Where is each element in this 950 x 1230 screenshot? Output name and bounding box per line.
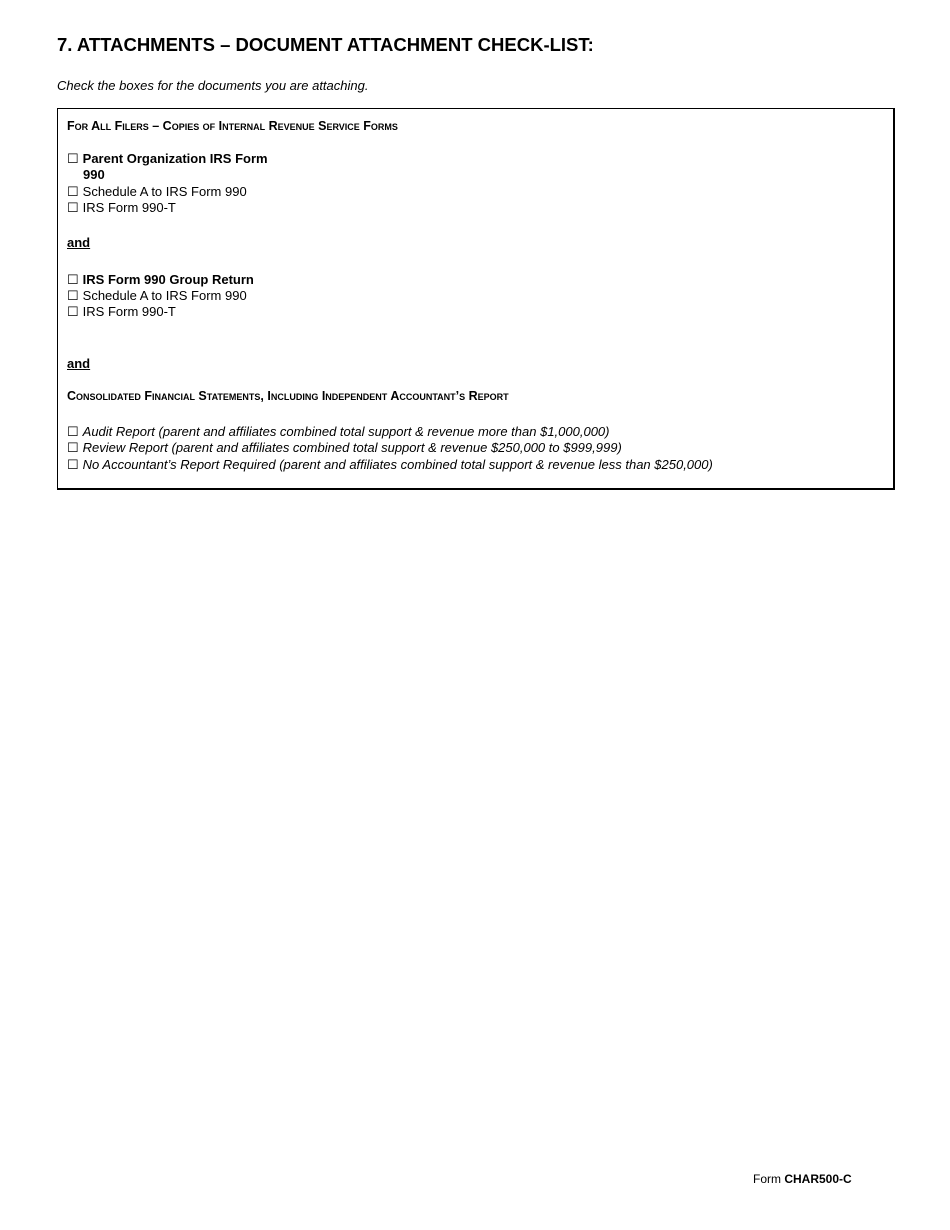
item-label: Audit Report (parent and affiliates combined total support & revenue more than $1,000,000) — [82, 424, 610, 439]
checkbox-icon[interactable]: ☐ — [67, 272, 79, 287]
checkbox-parent-990[interactable] — [67, 151, 268, 167]
item-label: Review Report (parent and affiliates combined total support & revenue $250,000 to $999,999) — [82, 440, 622, 455]
section-title: 7. ATTACHMENTS – DOCUMENT ATTACHMENT CHECK-LIST: — [57, 34, 594, 55]
form-footer — [753, 1172, 852, 1186]
checkbox-icon[interactable]: ☐ — [67, 304, 79, 319]
and-separator: and — [67, 235, 91, 250]
footer-prefix: Form — [753, 1172, 781, 1186]
item-label: No Accountant’s Report Required (parent and affiliates combined total support & revenue less than $250,000) — [82, 457, 713, 472]
and-separator: and — [67, 356, 91, 371]
section-header-irs-forms: For All Filers – Copies of Internal Revenue Service Forms — [67, 119, 398, 133]
checkbox-schedule-a-2[interactable] — [67, 288, 247, 304]
checkbox-review-report[interactable] — [67, 440, 622, 456]
instruction-text: Check the boxes for the documents you are attaching. — [57, 78, 369, 93]
checkbox-990t-1[interactable] — [67, 200, 176, 216]
checkbox-no-report[interactable] — [67, 457, 713, 473]
form-id: CHAR500-C — [784, 1172, 852, 1186]
item-label: Schedule A to IRS Form 990 — [82, 288, 247, 303]
item-label: IRS Form 990-T — [82, 200, 176, 215]
checkbox-icon[interactable]: ☐ — [67, 424, 79, 439]
section-header-financial-statements: Consolidated Financial Statements, Including Independent Accountant’s Report — [67, 389, 509, 403]
item-label: IRS Form 990-T — [82, 304, 176, 319]
checkbox-icon[interactable]: ☐ — [67, 288, 79, 303]
checkbox-icon[interactable]: ☐ — [67, 457, 79, 472]
checkbox-icon[interactable]: ☐ — [67, 184, 79, 199]
item-label: IRS Form 990 Group Return — [82, 272, 254, 287]
item-label-continued: 990 — [83, 167, 105, 182]
checkbox-group-return[interactable] — [67, 272, 254, 288]
item-label: Schedule A to IRS Form 990 — [82, 184, 247, 199]
checkbox-icon[interactable]: ☐ — [67, 200, 79, 215]
checkbox-icon[interactable]: ☐ — [67, 440, 79, 455]
checkbox-icon[interactable]: ☐ — [67, 151, 79, 166]
checkbox-990t-2[interactable] — [67, 304, 176, 320]
item-label: Parent Organization IRS Form — [82, 151, 268, 166]
checkbox-audit-report[interactable] — [67, 424, 609, 440]
checkbox-schedule-a-1[interactable] — [67, 184, 247, 200]
